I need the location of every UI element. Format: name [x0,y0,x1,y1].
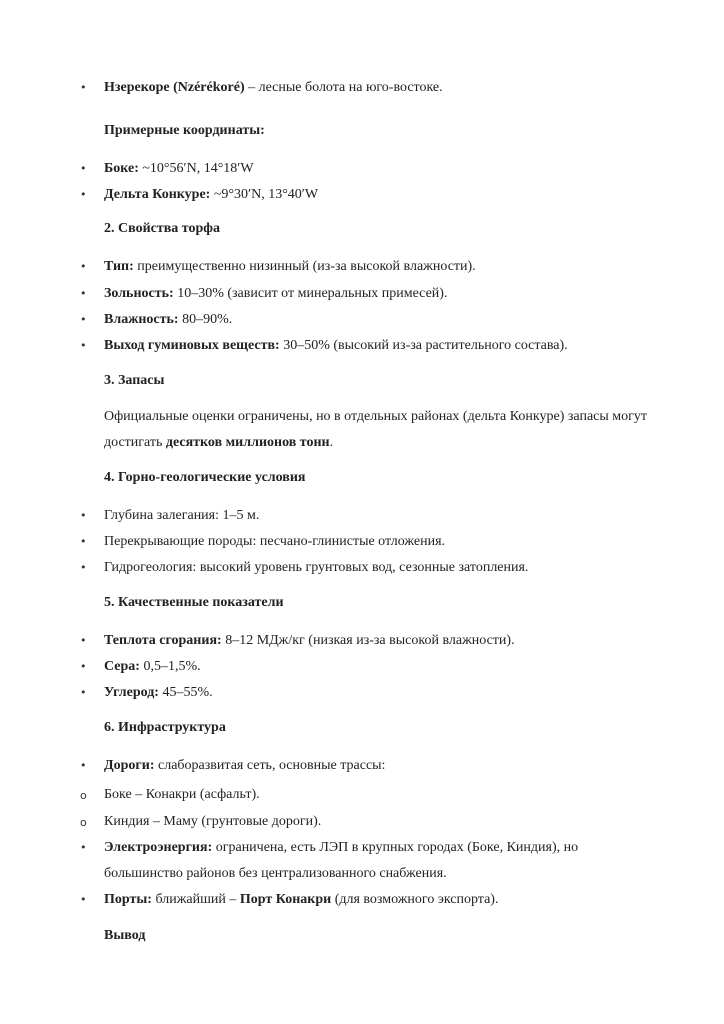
bullet-icon: • [80,509,87,522]
item-text: 30–50% (высокий из-за растительного состава). [279,338,568,353]
item-text: 0,5–1,5%. [139,659,201,674]
item-text: ближайший – [151,892,240,907]
bullet-icon: • [80,339,87,352]
list-item-ports [104,891,498,909]
list-item-ash [104,285,447,303]
bullet-icon: • [80,841,87,854]
coords-heading: Примерные координаты: [104,123,265,138]
list-item-konkure-coords [104,186,318,204]
item-label: Зольность: [104,286,174,301]
item-label: Тип: [104,259,134,274]
item-text: преимущественно низинный (из-за высокой влажности). [133,259,476,274]
list-item-sulfur [104,658,201,676]
bullet-icon: • [80,81,87,94]
list-item-power [104,839,578,857]
item-label: Дороги: [104,758,155,773]
bullet-icon: • [80,561,87,574]
list-item-roads [104,757,385,775]
para-text: . [329,435,334,450]
sub-item-road-1: Боке – Конакри (асфальт). [104,787,260,802]
list-item-type [104,258,476,276]
item-label: Боке: [104,161,139,176]
para-bold: десятков миллионов тонн [165,435,330,450]
section-6-heading: 6. Инфраструктура [104,720,226,735]
item-label: Теплота сгорания: [104,633,222,648]
list-item-heat [104,632,515,650]
item-label: Выход гуминовых веществ: [104,338,280,353]
list-item-nzerekore [104,79,443,97]
bullet-icon: • [80,660,87,673]
bullet-icon: • [80,893,87,906]
item-label: Электроэнергия: [104,840,213,855]
bullet-icon: • [80,313,87,326]
item-text: 45–55%. [158,685,213,700]
bullet-icon: • [80,188,87,201]
bullet-icon: • [80,162,87,175]
section-5-heading: 5. Качественные показатели [104,595,284,610]
bullet-icon: • [80,686,87,699]
list-item-moisture [104,311,232,329]
bullet-icon: • [80,260,87,273]
reserves-paragraph-line-2 [104,434,333,452]
list-item-boke-coords [104,160,254,178]
reserves-paragraph-line-1: Официальные оценки ограничены, но в отдельных районах (дельта Конкуре) запасы могут [104,409,647,424]
sub-bullet-icon: o [80,816,87,829]
item-text: ограничена, есть ЛЭП в крупных городах (Боке, Киндия), но [212,840,579,855]
conclusion-heading: Вывод [104,928,146,943]
item-bold: Порт Конакри [239,892,332,907]
section-3-heading: 3. Запасы [104,373,165,388]
bullet-icon: • [80,535,87,548]
item-label: Дельта Конкуре: [104,187,211,202]
bullet-icon: • [80,287,87,300]
item-text: 80–90%. [178,312,233,327]
item-label: Порты: [104,892,152,907]
item-text: ~10°56′N, 14°18′W [138,161,254,176]
sub-bullet-icon: o [80,789,87,802]
item-text: ~9°30′N, 13°40′W [210,187,319,202]
item-text: 8–12 МДж/кг (низкая из-за высокой влажности). [221,633,515,648]
list-item-depth: Глубина залегания: 1–5 м. [104,508,260,523]
para-text: достигать [104,435,166,450]
item-text: – лесные болота на юго-востоке. [244,80,443,95]
item-text: (для возможного экспорта). [331,892,499,907]
section-2-heading: 2. Свойства торфа [104,221,220,236]
item-label: Нзерекоре (Nzérékoré) [104,80,245,95]
list-item-overburden: Перекрывающие породы: песчано-глинистые отложения. [104,534,446,549]
section-4-heading: 4. Горно-геологические условия [104,470,306,485]
bullet-icon: • [80,634,87,647]
list-item-power-continued: большинство районов без централизованного снабжения. [104,866,447,881]
list-item-carbon [104,684,213,702]
item-text: слаборазвитая сеть, основные трассы: [154,758,386,773]
bullet-icon: • [80,759,87,772]
item-label: Углерод: [104,685,159,700]
list-item-humic [104,337,568,355]
list-item-hydro: Гидрогеология: высокий уровень грунтовых вод, сезонные затопления. [104,560,529,575]
item-label: Влажность: [104,312,179,327]
item-label: Сера: [104,659,140,674]
sub-item-road-2: Киндия – Маму (грунтовые дороги). [104,814,322,829]
item-text: 10–30% (зависит от минеральных примесей). [173,286,448,301]
